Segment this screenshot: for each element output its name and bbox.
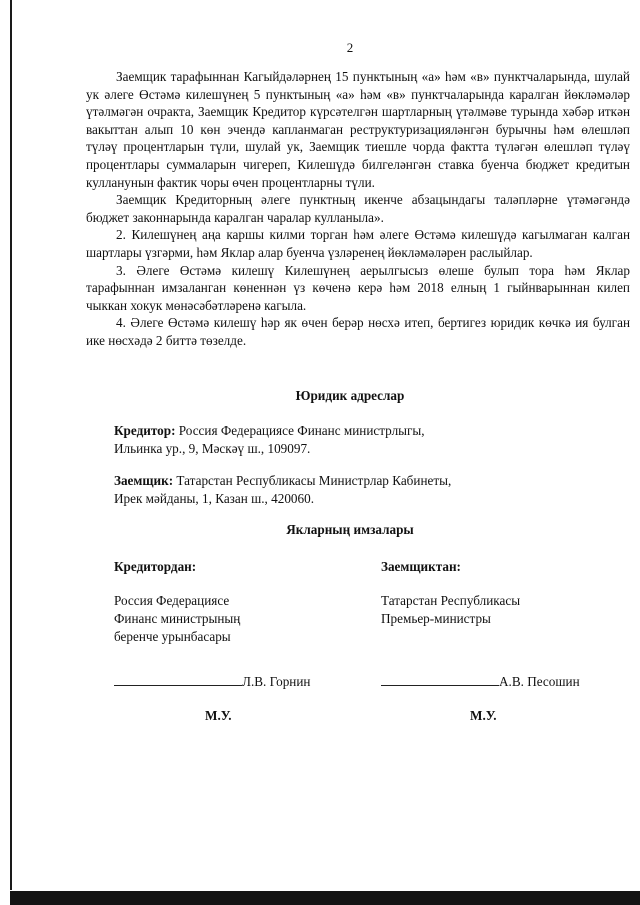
creditor-name: Россия Федерациясе Финанс министрлыгы, [178, 423, 425, 438]
borrower-name: Татарстан Республикасы Министрлар Кабинеты, [176, 473, 452, 488]
borrower-seal-mark: М.У. [470, 708, 497, 723]
borrower-address-block [114, 472, 451, 507]
scan-border-bottom [10, 891, 640, 905]
creditor-signature-line [114, 673, 310, 691]
borrower-signer-name: А.В. Песошин [499, 674, 580, 689]
borrower-position-line: Премьер-министры [381, 611, 491, 626]
creditor-position-line: Финанс министрының [114, 611, 241, 626]
addresses-heading: Юридик адреслар [295, 388, 405, 403]
paragraph: 4. Әлеге Өстәмә килешү һәр як өчен берәр нөсхә итеп, бертигез юридик көчкә ия булган ике нөсхәдә 2 биттә төзелде. [86, 315, 630, 348]
creditor-signature-title: Кредитордан: [114, 559, 197, 574]
paragraph: 2. Килешүнең аңа каршы килми торган һәм әлеге Өстәмә килешүдә кагылмаган калган шартлары үзгәрми, һәм Яклар алар буенча үзләренең йөкләмәләрен раслыйлар. [86, 227, 630, 260]
creditor-signer-name: Л.В. Горнин [242, 674, 311, 689]
borrower-address: Ирек мәйданы, 1, Казан ш., 420060. [114, 490, 314, 506]
creditor-signature-block [114, 558, 240, 646]
signatures-heading: Якларның имзалары [286, 522, 414, 537]
creditor-position-line: беренче урынбасары [114, 629, 231, 644]
paragraph: 3. Әлеге Өстәмә килешү Килешүнең аерылгысыз өлеше булып тора һәм Яклар тарафыннан имзаланган көненнән үз көченә керә һәм 2018 елның 1 гыйнварыннан килеп чыккан хокук мөнәсәбәтләренә кагыла. [86, 262, 630, 313]
creditor-seal-mark: М.У. [205, 708, 232, 723]
signature-underline [381, 673, 499, 686]
borrower-signature-title: Заемщиктан: [381, 559, 461, 574]
creditor-address: Ильинка ур., 9, Мәскәү ш., 109097. [114, 440, 311, 456]
page-number: 2 [346, 40, 354, 55]
creditor-label: Кредитор: [114, 423, 176, 438]
borrower-label: Заемщик: [114, 473, 174, 488]
paragraph: Заемщик Кредиторның әлеге пунктның икенче абзацындагы таләпләрне үтәмәгәндә бюджет законнарында каралган чаралар кулланыла». [86, 192, 630, 225]
body-text [86, 68, 630, 350]
borrower-position-line: Татарстан Республикасы [381, 593, 521, 608]
borrower-signature-block [381, 558, 520, 628]
scan-border-left [10, 0, 12, 890]
creditor-position-line: Россия Федерациясе [114, 593, 230, 608]
paragraph: Заемщик тарафыннан Кагыйдәләрнең 15 пунктының «а» һәм «в» пунктчаларында, шулай ук әлеге Өстәмә килешүнең 5 пунктының «а» һәм «в» пунктчаларында каралган йөкләмәләр үтәлмәгән очракта, Заемщик Кредитор күрсәтелгән шартларның үтәлмәве турында хәбәр иткән вакыттан алып 10 көн эчендә капланмаган реструктуризацияләнгән бурычны һәм өлешләп түләү процентларын түли, шулай ук, Заемщик тиешле чорда фактта түләгән өлешләп түләү процентлары суммаларын чигереп, Килешүдә билгеләнгән ставка буенча бюджет кредитын кулланунын фактик чоры өчен процентларны түли. [86, 69, 630, 190]
creditor-address-block [114, 422, 425, 457]
signature-underline [114, 673, 242, 686]
borrower-signature-line [381, 673, 580, 691]
